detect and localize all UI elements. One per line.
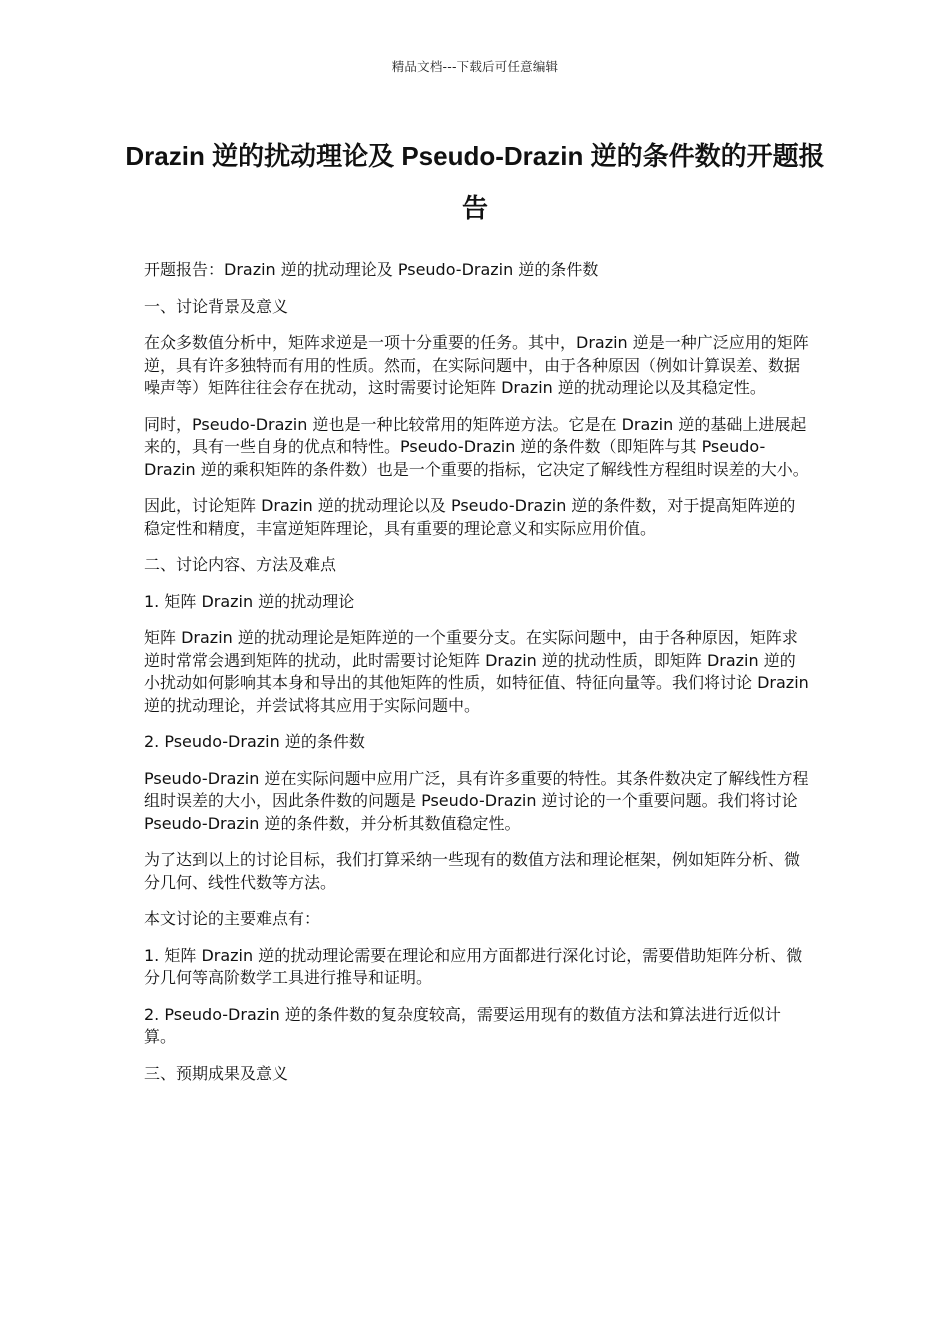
paragraph: 矩阵 Drazin 逆的扰动理论是矩阵逆的一个重要分支。在实际问题中，由于各种原因，矩阵求逆时常常会遇到矩阵的扰动，此时需要讨论矩阵 Drazin 逆的扰动性质，即矩阵 Drazin 逆的小扰动如何影响其本身和导出的其他矩阵的性质，如特征值、特征向量等。我们将讨论 Drazin 逆的扰动理论，并尝试将其应用于实际问题中。 <box>144 628 809 715</box>
subheading-pseudo-drazin-condition: 2. Pseudo-Drazin 逆的条件数 <box>144 732 365 751</box>
paragraph-difficulties-intro: 本文讨论的主要难点有： <box>144 909 321 928</box>
paragraph: 为了达到以上的讨论目标，我们打算采纳一些现有的数值方法和理论框架，例如矩阵分析、微分几何、线性代数等方法。 <box>144 850 801 892</box>
document-body <box>144 259 810 1099</box>
list-item-difficulty-2: 2. Pseudo-Drazin 逆的条件数的复杂度较高，需要运用现有的数值方法和算法进行近似计算。 <box>144 1004 781 1046</box>
paragraph: 因此，讨论矩阵 Drazin 逆的扰动理论以及 Pseudo-Drazin 逆的条件数，对于提高矩阵逆的稳定性和精度，丰富逆矩阵理论，具有重要的理论意义和实际应用价值。 <box>144 496 796 538</box>
document-title: Drazin 逆的扰动理论及 Pseudo-Drazin 逆的条件数的开题报告 <box>125 141 825 223</box>
section-heading-content: 二、讨论内容、方法及难点 <box>144 555 337 574</box>
paragraph: Pseudo-Drazin 逆在实际问题中应用广泛，具有许多重要的特性。其条件数决定了解线性方程组时误差的大小，因此条件数的问题是 Pseudo-Drazin 逆讨论的一个重要问题。我们将讨论 Pseudo-Drazin 逆的条件数，并分析其数值稳定性。 <box>144 768 809 833</box>
paragraph: 同时，Pseudo-Drazin 逆也是一种比较常用的矩阵逆方法。它是在 Drazin 逆的基础上进展起来的，具有一些自身的优点和特性。Pseudo-Drazin 逆的条件数（即矩阵与其 Pseudo-Drazin 逆的乘积矩阵的条件数）也是一个重要的指标，它决定了解线性方程组时误差的大小。 <box>144 414 809 479</box>
paragraph-report-label: 开题报告：Drazin 逆的扰动理论及 Pseudo-Drazin 逆的条件数 <box>144 260 599 279</box>
header-note: 精品文档---下载后可任意编辑 <box>391 59 559 74</box>
section-heading-expected-results: 三、预期成果及意义 <box>144 1063 289 1083</box>
paragraph: 在众多数值分析中，矩阵求逆是一项十分重要的任务。其中，Drazin 逆是一种广泛应用的矩阵逆，具有许多独特而有用的性质。然而，在实际问题中，由于各种原因（例如计算误差、数据噪声等）矩阵往往会存在扰动，这时需要讨论矩阵 Drazin 逆的扰动理论以及其稳定性。 <box>144 333 809 397</box>
subheading-drazin-perturbation: 1. 矩阵 Drazin 逆的扰动理论 <box>144 591 355 611</box>
section-heading-background: 一、讨论背景及意义 <box>144 296 289 316</box>
list-item-difficulty-1: 1. 矩阵 Drazin 逆的扰动理论需要在理论和应用方面都进行深化讨论，需要借助矩阵分析、微分几何等高阶数学工具进行推导和证明。 <box>144 945 803 987</box>
